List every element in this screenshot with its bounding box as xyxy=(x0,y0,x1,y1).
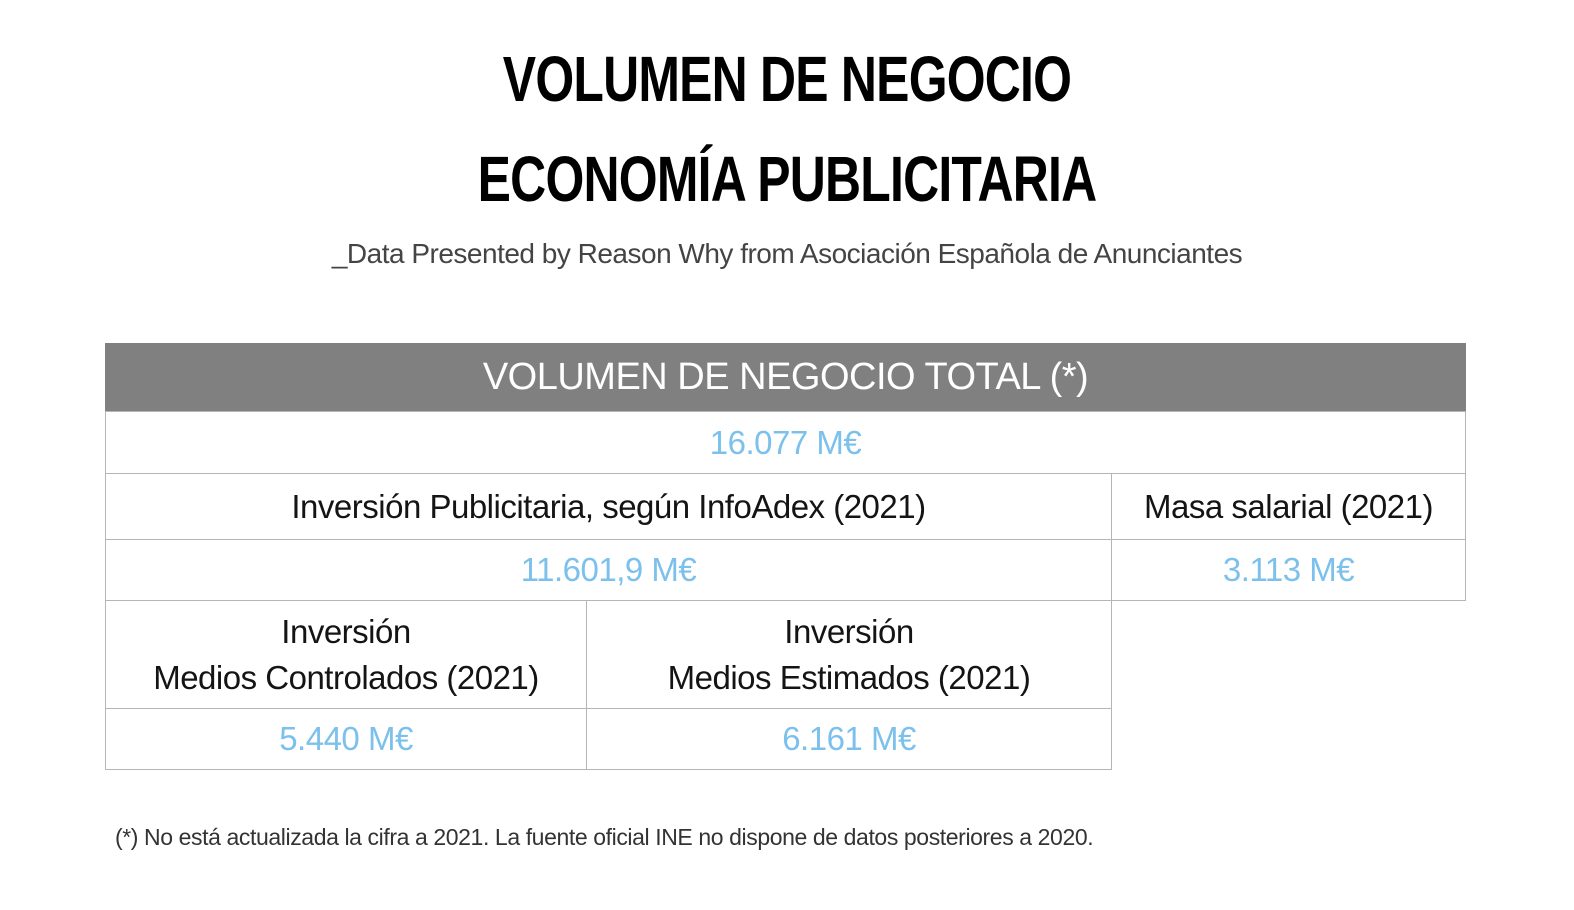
page-title-line-1: VOLUMEN DE NEGOCIO xyxy=(502,43,1072,115)
controlados-label-line-1: Inversión xyxy=(281,612,411,650)
masa-salarial-value-cell: 3.113 M€ xyxy=(1111,539,1466,601)
masa-salarial-label-cell: Masa salarial (2021) xyxy=(1111,473,1466,540)
total-value-cell: 16.077 M€ xyxy=(105,411,1466,474)
estimados-label-line-1: Inversión xyxy=(784,612,914,650)
inversion-label-cell: Inversión Publicitaria, según InfoAdex (2021) xyxy=(105,473,1112,540)
inversion-value-cell: 11.601,9 M€ xyxy=(105,539,1112,601)
page-subtitle: _Data Presented by Reason Why from Asociación Española de Anunciantes xyxy=(331,238,1243,269)
controlados-value-cell: 5.440 M€ xyxy=(105,708,587,770)
controlados-label-line-2: Medios Controlados (2021) xyxy=(153,658,539,696)
estimados-value-cell: 6.161 M€ xyxy=(586,708,1112,770)
footnote: (*) No está actualizada la cifra a 2021. La fuente oficial INE no dispone de datos posteriores a 2020. xyxy=(115,824,1094,850)
page-title-line-2: ECONOMÍA PUBLICITARIA xyxy=(477,143,1097,215)
controlados-label-cell xyxy=(105,600,587,709)
estimados-label-cell xyxy=(586,600,1112,709)
table-header: VOLUMEN DE NEGOCIO TOTAL (*) xyxy=(105,343,1466,412)
estimados-label-line-2: Medios Estimados (2021) xyxy=(667,658,1031,696)
